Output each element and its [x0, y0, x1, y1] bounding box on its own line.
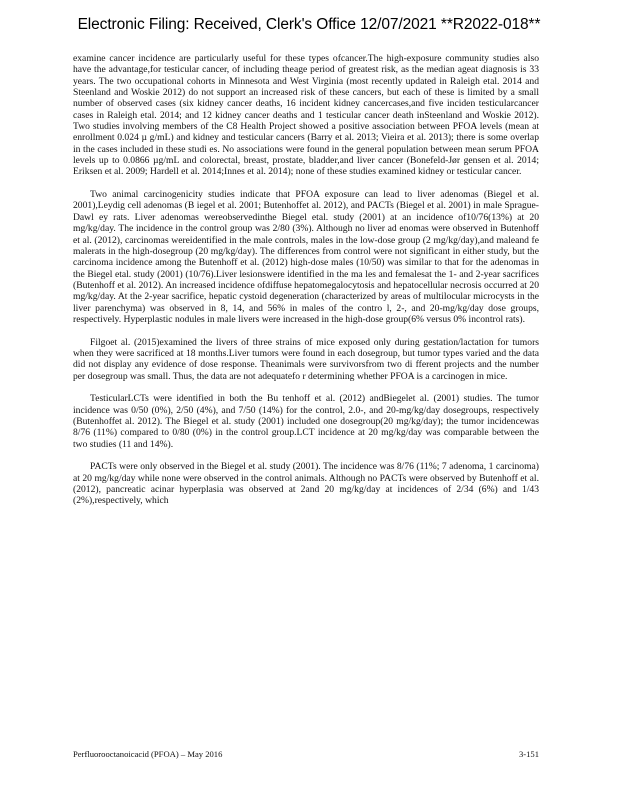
filing-header: Electronic Filing: Received, Clerk's Office 12/07/2021 **R2022-018**: [77, 16, 541, 33]
paragraph-testicular-lct: TesticularLCTs were identified in both the Bu tenhoff et al. (2012) andBiegelet al. (2001) studies. The tumor incidence was 0/50 (0%), 2/50 (4%), and 7/50 (14%) for the control, 2.0-, and 20-mg/kg/day dosegroups, respectively (Butenhoffet al. 2012). The Biegel et al. study (2001) included one dosegroup(20 mg/kg/day); the tumor incidencewas 8/76 (11%) compared to 0/80 (0%) in the control group.LCT incidence at 20 mg/kg/day was comparable between the two studies (11 and 14%).: [73, 393, 539, 450]
footer-document-title: Perfluorooctanoicacid (PFOA) – May 2016: [73, 749, 223, 759]
paragraph-cancer-incidence: examine cancer incidence are particularly useful for these types ofcancer.The high-exposure community studies also have the advantage,for testicular cancer, of including theage period of greatest risk, as the median ageat diagnosis is 33 years. The two occupational cohorts in Minnesota and West Virginia (most recently updated in Raleigh etal. 2014 and Steenland and Woskie 2012) do not support an increased risk of these cancers, but each of these is limited by a small number of observed cases (six kidney cancer deaths, 16 incident kidney cancercases,and five inciden testicularcancer cases in Raleigh etal. 2014; and 12 kidney cancer deaths and 1 testicular cancer death inSteenland and Woskie 2012). Two studies involving members of the C8 Health Project showed a positive association between PFOA levels (mean at enrollment 0.024 µ g/mL) and kidney and testicular cancers (Barry et al. 2013; Vieira et al. 2013); there is some overlap in the cases included in these studi es. No associations were found in the general population between mean serum PFOA levels up to 0.0866 µg/mL and colorectal, breast, prostate, bladder,and liver cancer (Bonefeld-Jør gensen et al. 2014; Eriksen et al. 2009; Hardell et al. 2014;Innes et al. 2014); none of these studies examined kidney or testicular cancer.: [73, 53, 539, 178]
paragraph-pacts: PACTs were only observed in the Biegel et al. study (2001). The incidence was 8/76 (11%; 7 adenoma, 1 carcinoma) at 20 mg/kg/day while none were observed in the control animals. Although no PACTs were observed by Butenhoff et al. (2012), pancreatic acinar hyperplasia was observed at 2and 20 mg/kg/day at incidences of 2/34 (6%) and 1/43 (2%),respectively, which: [73, 461, 539, 507]
paragraph-filgo-mice: Filgoet al. (2015)examined the livers of three strains of mice exposed only during gestation/lactation for tumors when they were sacrificed at 18 months.Liver tumors were found in each dosegroup, but tumor types varied and the data did not display any evidence of dose response. Theanimals were survivorsfrom two di fferent projects and the number per dosegroup was small. Thus, the data are not adequatefo r determining whether PFOA is a carcinogen in mice.: [73, 336, 539, 382]
page-footer: [73, 749, 539, 759]
paragraph-animal-carcinogenicity: Two animal carcinogenicity studies indicate that PFOA exposure can lead to liver adenomas (Biegel et al. 2001),Leydig cell adenomas (B iegel et al. 2001; Butenhoffet al. 2012), and PACTs (Biegel et al. 2001) in male Sprague-Dawl ey rats. Liver adenomas wereobservedinthe Biegel etal. study (2001) at an incidence of10/76(13%) at 20 mg/kg/day. The incidence in the control group was 2/80 (3%). Although no liver ad enomas were observed in Butenhoff et al. (2012), carcinomas wereidentified in the male controls, males in the low-dose group (2 mg/kg/day),and maleand fe malerats in the high-dosegroup (20 mg/kg/day). The differences from control were not significant in either study, but the carcinoma incidence among the Butenhoff et al. (2012) high-dose males (10/50) was similar to that for the adenomas in the Biegel etal. study (2001) (10/76).Liver lesionswere identified in the ma les and femalesat the 1- and 2-year sacrifices (Butenhoff et al. 2012). An increased incidence ofdiffuse hepatomegalocytosis and hepatocellular necrosis occurred at 20 mg/kg/day. At the 2-year sacrifice, hepatic cystoid degeneration (characterized by areas of multilocular microcysts in the liver parenchyma) was observed in 8, 14, and 56% in males of the contro l, 2-, and 20-mg/kg/day dose groups, respectively. Hyperplastic nodules in male livers were increased in the high-dose group(6% versus 0% incontrol rats).: [73, 189, 539, 325]
page-number: 3-151: [518, 749, 539, 759]
document-body: [73, 53, 539, 518]
